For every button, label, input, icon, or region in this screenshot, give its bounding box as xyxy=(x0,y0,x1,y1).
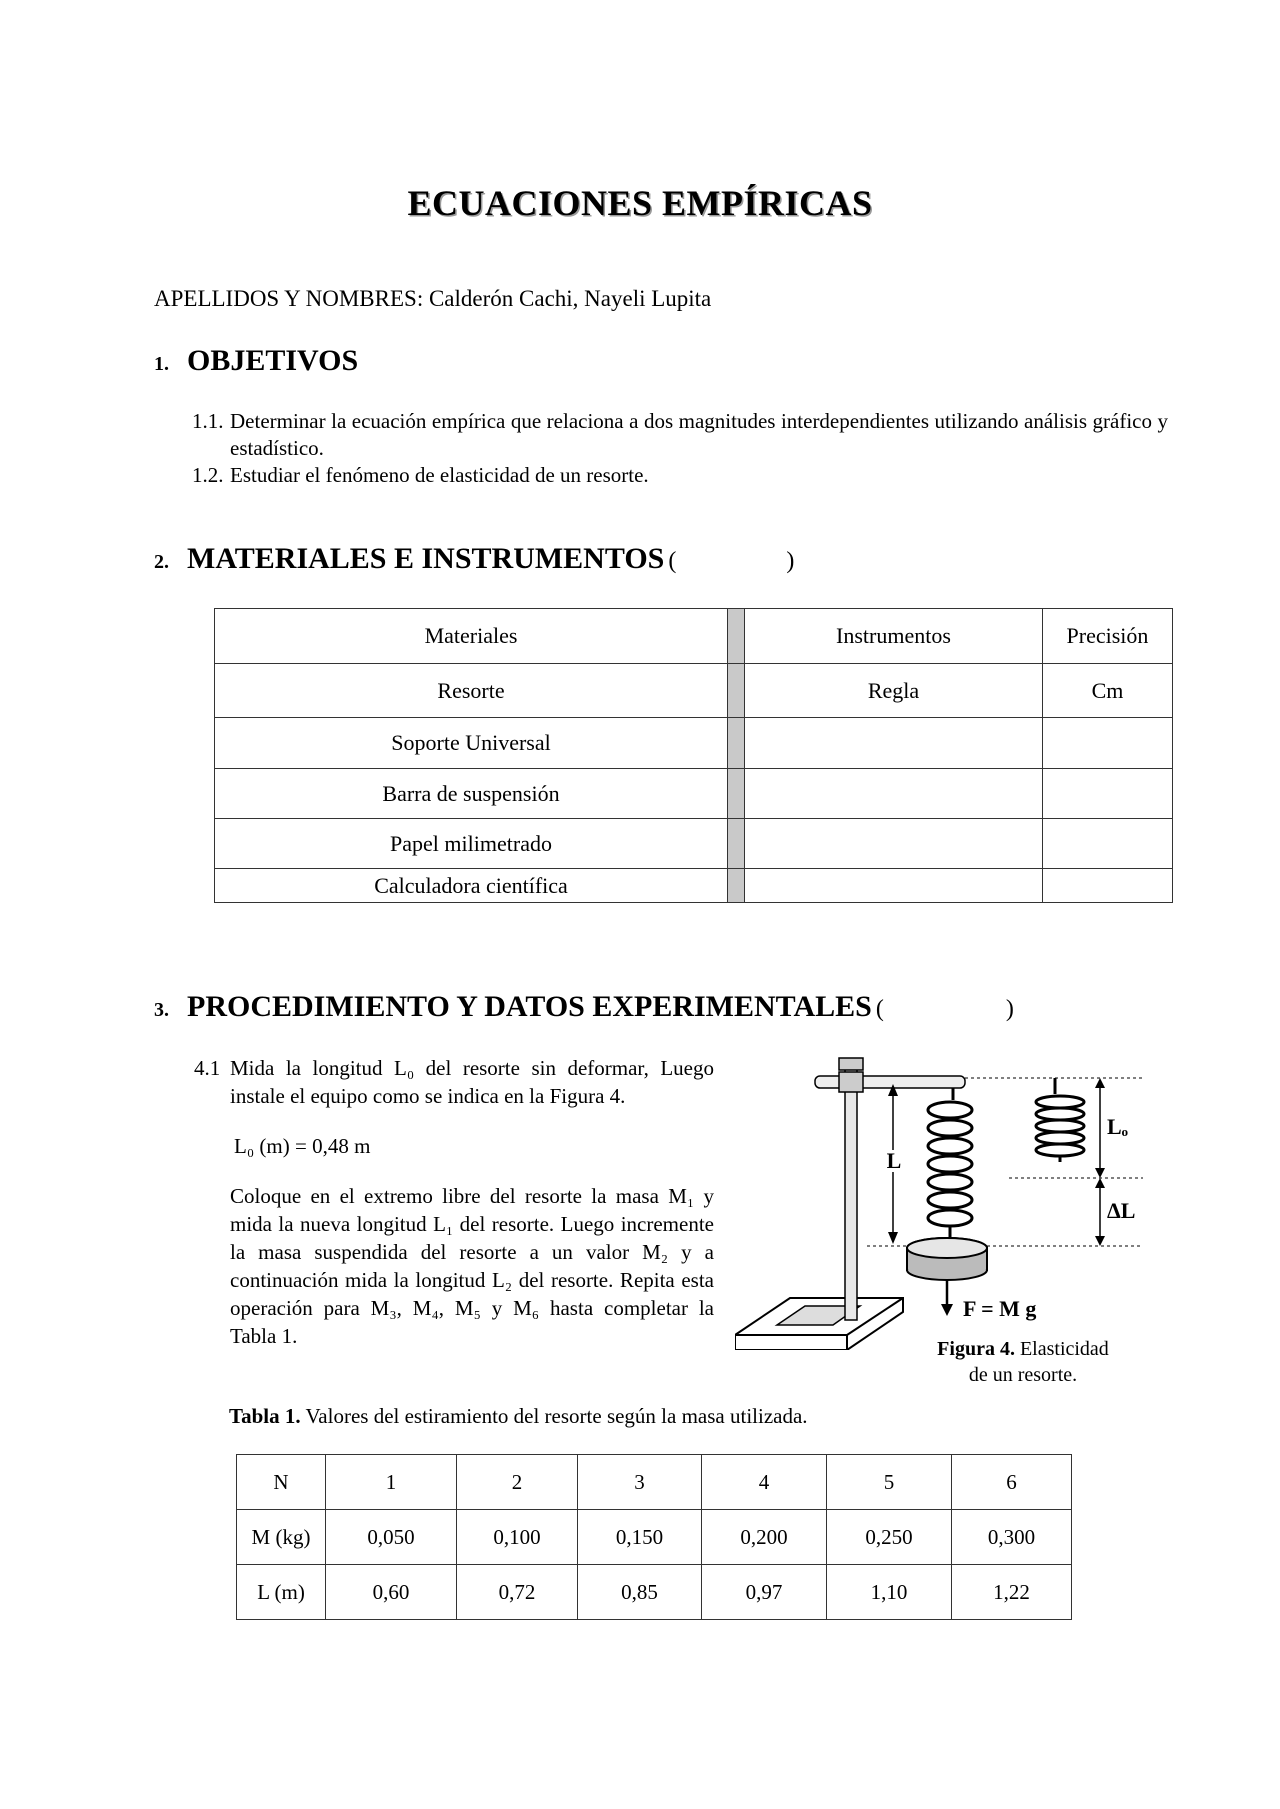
table-1-caption xyxy=(229,1404,808,1429)
materials-row xyxy=(215,869,1173,903)
procedure-text: Coloque en el extremo libre del resorte la masa M₁ y mida la nueva longitud L₁ del resorte. Luego incremente la masa suspendida del resorte a un valor M₂ y a continuación mida la longitud L₂ del resorte. Repita esta operación para M₃, M₄, M₅ y M₆ hasta completar la Tabla 1. xyxy=(230,1184,714,1348)
table-row xyxy=(237,1510,1072,1565)
section1-heading xyxy=(154,344,358,378)
materials-row xyxy=(215,718,1173,769)
student-line xyxy=(154,286,711,312)
data-table xyxy=(236,1454,1072,1620)
table-cell: 0,200 xyxy=(702,1510,827,1565)
precision-cell xyxy=(1043,819,1173,869)
section2-number: 2. xyxy=(154,551,169,573)
materials-header-instrumentos: Instrumentos xyxy=(745,609,1043,664)
table-cell: 0,250 xyxy=(827,1510,952,1565)
suspension-bar xyxy=(815,1076,965,1088)
table-row xyxy=(237,1455,1072,1510)
procedure-block xyxy=(194,1054,714,1350)
table-cell: 0,150 xyxy=(578,1510,702,1565)
table-cell: 1 xyxy=(326,1455,457,1510)
table-cell: 0,97 xyxy=(702,1565,827,1620)
table-cell: 3 xyxy=(578,1455,702,1510)
materials-header-materiales: Materiales xyxy=(215,609,728,664)
objectives-list xyxy=(192,408,1168,498)
materials-row xyxy=(215,664,1173,718)
section3-heading xyxy=(154,990,1014,1024)
materials-divider xyxy=(728,769,745,819)
material-cell: Barra de suspensión xyxy=(215,769,728,819)
section2-paren-close: ) xyxy=(786,548,795,574)
row-label-N: N xyxy=(237,1455,326,1510)
label-L: L xyxy=(886,1148,902,1173)
materials-divider xyxy=(728,664,745,718)
materials-divider xyxy=(728,718,745,769)
materials-row xyxy=(215,819,1173,869)
section1-title: OBJETIVOS xyxy=(187,344,359,377)
table-row xyxy=(237,1565,1072,1620)
table-cell: 6 xyxy=(952,1455,1072,1510)
spring-unstretched xyxy=(1036,1078,1084,1162)
stand-rod xyxy=(845,1068,857,1320)
table-cell: 1,22 xyxy=(952,1565,1072,1620)
precision-cell xyxy=(1043,869,1173,903)
student-label: APELLIDOS Y NOMBRES: xyxy=(154,286,424,311)
figure-caption-label: Figura 4. xyxy=(937,1338,1015,1360)
step-text: Mida la longitud L₀ del resorte sin deformar, Luego instale el equipo como se indica en la Figura 4. xyxy=(230,1056,714,1108)
objective-1-number: 1.1. xyxy=(192,409,224,433)
row-label-L: L (m) xyxy=(237,1565,326,1620)
materials-table xyxy=(214,608,1173,903)
table-cell: 0,72 xyxy=(457,1565,578,1620)
materials-header-precision: Precisión xyxy=(1043,609,1173,664)
table-cell: 5 xyxy=(827,1455,952,1510)
table-cell: 4 xyxy=(702,1455,827,1510)
material-cell: Calculadora científica xyxy=(215,869,728,903)
materials-divider xyxy=(728,609,745,664)
instrument-cell xyxy=(745,819,1043,869)
section3-paren-close: ) xyxy=(1005,996,1014,1022)
section3-title: PROCEDIMIENTO Y DATOS EXPERIMENTALES xyxy=(187,990,872,1023)
row-label-M: M (kg) xyxy=(237,1510,326,1565)
instrument-cell xyxy=(745,718,1043,769)
objective-1-text: Determinar la ecuación empírica que relaciona a dos magnitudes interdependientes utilizando análisis gráfico y estadístico. xyxy=(230,409,1168,460)
instrument-cell: Regla xyxy=(745,664,1043,718)
materials-header-row xyxy=(215,609,1173,664)
objective-2-text: Estudiar el fenómeno de elasticidad de un resorte. xyxy=(230,463,649,487)
label-force: F = M g xyxy=(963,1296,1037,1321)
label-Lo: Lₒ xyxy=(1107,1114,1128,1139)
section1-number: 1. xyxy=(154,353,169,375)
figure-4-caption xyxy=(928,1336,1118,1388)
material-cell: Soporte Universal xyxy=(215,718,728,769)
table-cell: 0,60 xyxy=(326,1565,457,1620)
table-cell: 1,10 xyxy=(827,1565,952,1620)
page-title: ECUACIONES EMPÍRICAS xyxy=(407,183,873,223)
hanging-mass xyxy=(907,1238,987,1280)
table-cell: 0,050 xyxy=(326,1510,457,1565)
spring-stretched xyxy=(928,1088,972,1244)
section3-paren-open: ( xyxy=(875,996,884,1022)
materials-divider xyxy=(728,819,745,869)
figure-4-spring-diagram xyxy=(735,1050,1155,1350)
material-cell: Resorte xyxy=(215,664,728,718)
table-cell: 2 xyxy=(457,1455,578,1510)
table-cell: 0,300 xyxy=(952,1510,1072,1565)
table-caption-label: Tabla 1. xyxy=(229,1404,301,1428)
table-caption-text: Valores del estiramiento del resorte según la masa utilizada. xyxy=(305,1404,808,1428)
material-cell: Papel milimetrado xyxy=(215,819,728,869)
objective-2-number: 1.2. xyxy=(192,463,224,487)
figure-caption-text: Elasticidad de un resorte. xyxy=(968,1338,1109,1386)
materials-divider xyxy=(728,869,745,903)
student-name: Calderón Cachi, Nayeli Lupita xyxy=(428,286,712,311)
section2-title: MATERIALES E INSTRUMENTOS xyxy=(187,542,665,575)
step-number: 4.1 xyxy=(194,1056,221,1080)
section2-paren-open: ( xyxy=(668,548,677,574)
precision-cell xyxy=(1043,718,1173,769)
precision-cell: Cm xyxy=(1043,664,1173,718)
section3-number: 3. xyxy=(154,999,169,1021)
precision-cell xyxy=(1043,769,1173,819)
materials-row xyxy=(215,769,1173,819)
instrument-cell xyxy=(745,869,1043,903)
label-delta-L: ΔL xyxy=(1107,1198,1136,1223)
table-cell: 0,100 xyxy=(457,1510,578,1565)
instrument-cell xyxy=(745,769,1043,819)
table-cell: 0,85 xyxy=(578,1565,702,1620)
section2-heading xyxy=(154,542,794,576)
lo-measurement: L₀ (m) = 0,48 m xyxy=(234,1134,371,1158)
